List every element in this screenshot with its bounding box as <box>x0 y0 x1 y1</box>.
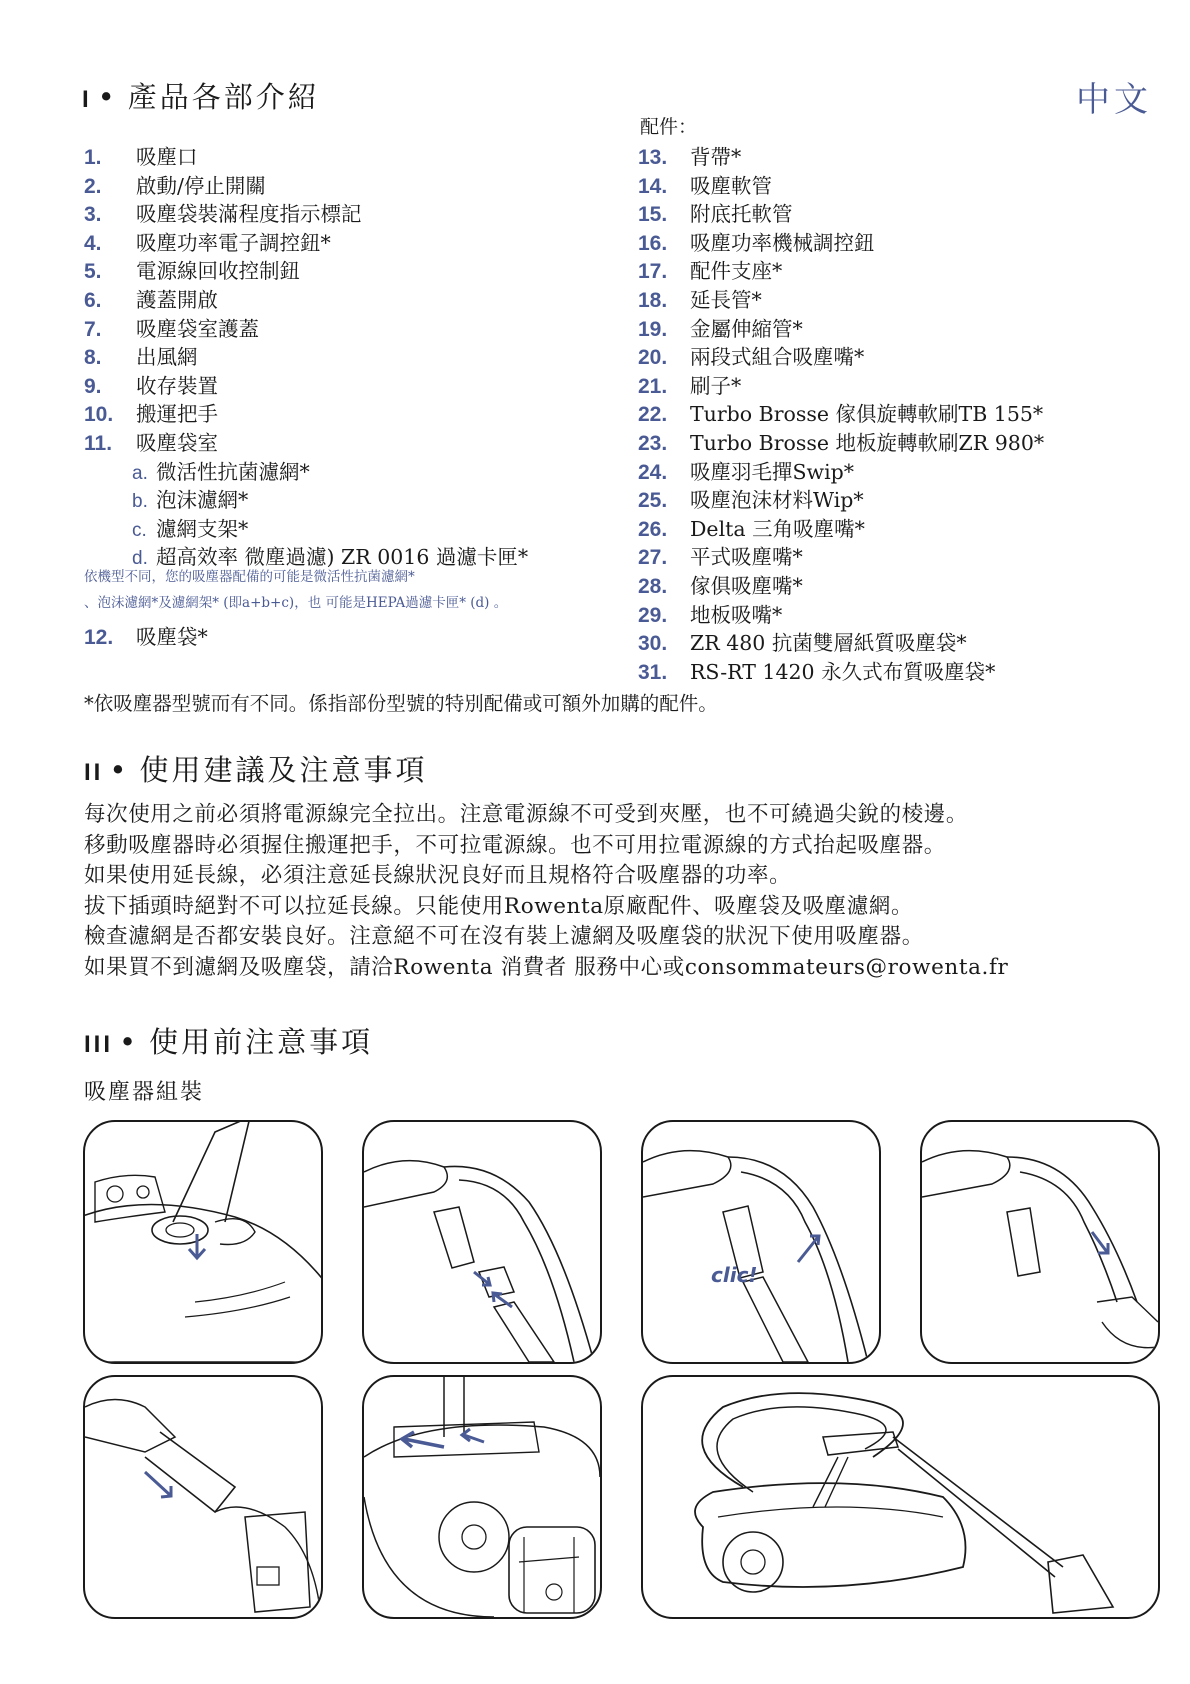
advice-line: 每次使用之前必須將電源線完全拉出。注意電源線不可受到夾壓，也不可繞過尖銳的棱邊。 <box>84 802 969 827</box>
section-1-title: 產品各部介紹 <box>127 80 320 114</box>
accessory-item <box>638 312 1044 341</box>
item-number: 20. <box>638 346 668 370</box>
accessory-item <box>638 283 1044 312</box>
item-text: 搬運把手 <box>136 402 218 427</box>
accessory-item <box>638 483 1044 512</box>
accessory-item <box>638 397 1044 426</box>
parts-subitem <box>84 455 528 484</box>
filter-note-line-1: 依機型不同，您的吸塵器配備的可能是微活性抗菌濾網* <box>84 569 415 585</box>
illustration-7-drawing <box>643 1377 1158 1617</box>
item-text: ZR 480 抗菌雙層紙質吸塵袋* <box>690 631 967 656</box>
parts-item <box>84 340 528 369</box>
section-2-heading <box>84 748 427 789</box>
parts-subitem <box>84 483 528 512</box>
accessory-item <box>638 655 1044 684</box>
item-number: 6. <box>84 288 102 312</box>
accessories-label: 配件： <box>640 116 698 138</box>
item-number: b. <box>132 491 148 513</box>
advice-line: 如果使用延長線，必須注意延長線狀況良好而且規格符合吸塵器的功率。 <box>84 863 792 888</box>
item-number: 25. <box>638 489 668 513</box>
item-text: 配件支座* <box>690 259 783 284</box>
advice-line: 如果買不到濾網及吸塵袋，請洽Rowenta 消費者 服務中心或consommateurs@rowenta.fr <box>84 954 1009 980</box>
item-number: 8. <box>84 346 102 370</box>
parts-item <box>84 254 528 283</box>
accessory-item <box>638 197 1044 226</box>
item-number: 4. <box>84 231 102 255</box>
item-text: 吸塵軟管 <box>690 173 772 198</box>
accessory-item <box>638 569 1044 598</box>
item-text: RS-RT 1420 永久式布質吸塵袋* <box>690 659 996 684</box>
language-label: 中文 <box>1076 80 1152 120</box>
item-number: 15. <box>638 203 668 227</box>
item-number: 28. <box>638 574 668 598</box>
item-number: 31. <box>638 660 668 684</box>
section-1-roman: I <box>82 86 92 113</box>
parts-item <box>84 226 528 255</box>
advice-line: 移動吸塵器時必須握住搬運把手，不可拉電源線。也不可用拉電源線的方式抬起吸塵器。 <box>84 832 946 858</box>
item-number: 17. <box>638 260 668 284</box>
item-number: 19. <box>638 317 668 341</box>
accessory-item <box>638 140 1044 169</box>
section-3-heading <box>84 1020 373 1061</box>
illustration-4-tube-extend <box>920 1120 1160 1364</box>
item-number: 16. <box>638 231 668 255</box>
item-number: c. <box>132 519 147 541</box>
item-text: 吸塵口 <box>136 145 198 169</box>
section-2-title: 使用建議及注意事項 <box>139 753 428 787</box>
item-text: 附底托軟管 <box>690 202 793 227</box>
item-text: 吸塵功率機械調控鈕 <box>690 230 875 255</box>
item-text: 吸塵袋裝滿程度指示標記 <box>136 202 362 227</box>
parts-subitem <box>84 512 528 541</box>
item-number: 21. <box>638 374 668 398</box>
illustration-1-drawing <box>85 1122 321 1362</box>
item-text: 吸塵袋室護蓋 <box>136 316 259 341</box>
illustration-2-drawing <box>364 1122 600 1362</box>
item-text: 傢俱吸塵嘴* <box>690 573 803 598</box>
item-text: 超高效率 微塵過濾) ZR 0016 過濾卡匣* <box>156 545 529 570</box>
illustration-6-storage <box>362 1375 602 1619</box>
item-number: 13. <box>638 146 668 169</box>
parts-item <box>84 140 528 169</box>
parts-item-12 <box>84 620 208 649</box>
parts-item <box>84 397 528 426</box>
item-text: 吸塵泡沫材料Wip* <box>690 488 864 513</box>
accessory-item <box>638 455 1044 484</box>
illustration-5-drawing <box>85 1377 321 1617</box>
item-number: 3. <box>84 203 102 227</box>
illustration-3-drawing <box>643 1122 879 1362</box>
item-text: 刷子* <box>690 373 742 398</box>
parts-item <box>84 169 528 198</box>
item-number: 12. <box>84 626 114 649</box>
parts-list <box>84 140 528 569</box>
item-number: 10. <box>84 403 114 427</box>
accessory-item <box>638 626 1044 655</box>
item-number: 14. <box>638 174 668 198</box>
parts-item <box>84 426 528 455</box>
accessory-item <box>638 540 1044 569</box>
section-3-title: 使用前注意事項 <box>149 1025 374 1059</box>
bullet-icon: • <box>97 80 118 114</box>
accessory-item <box>638 226 1044 255</box>
item-text: 出風網 <box>136 345 198 370</box>
item-number: 23. <box>638 431 668 455</box>
item-text: 吸塵袋室 <box>136 430 218 455</box>
parts-item <box>84 197 528 226</box>
illustration-5-nozzle-attach <box>83 1375 323 1619</box>
item-number: 1. <box>84 146 102 169</box>
item-text: 護蓋開啟 <box>136 287 218 312</box>
illustration-4-drawing <box>922 1122 1158 1362</box>
bullet-icon: • <box>119 1025 140 1059</box>
item-text: 電源線回收控制鈕 <box>136 259 300 284</box>
illustration-2-tube-insert <box>362 1120 602 1364</box>
item-number: 7. <box>84 317 102 341</box>
accessories-list <box>638 140 1044 683</box>
item-text: 啟動/停止開關 <box>136 173 266 198</box>
parts-item <box>84 283 528 312</box>
illustration-3-tube-click <box>641 1120 881 1364</box>
item-number: 11. <box>84 431 113 455</box>
item-text: 吸塵袋* <box>136 625 208 649</box>
illustration-1-hose-connect <box>83 1120 323 1364</box>
illustration-7-assembled-vacuum <box>641 1375 1160 1619</box>
item-number: d. <box>132 548 148 570</box>
item-text: 平式吸塵嘴* <box>690 545 803 570</box>
item-number: 2. <box>84 174 102 198</box>
item-text: 泡沫濾網* <box>156 488 249 513</box>
item-text: 金屬伸縮管* <box>690 316 803 341</box>
item-number: 27. <box>638 546 668 570</box>
accessory-item <box>638 426 1044 455</box>
item-text: Turbo Brosse 地板旋轉軟刷ZR 980* <box>690 430 1045 455</box>
accessory-item <box>638 369 1044 398</box>
accessory-item <box>638 340 1044 369</box>
parts-item <box>84 369 528 398</box>
item-number: 26. <box>638 517 668 541</box>
item-text: Delta 三角吸塵嘴* <box>690 516 865 541</box>
item-number: a. <box>132 462 148 484</box>
item-text: 濾網支架* <box>156 516 249 541</box>
item-text: 收存裝置 <box>136 373 218 398</box>
parts-item <box>84 312 528 341</box>
item-text: 背帶* <box>690 145 742 169</box>
item-text: 吸塵羽毛撣Swip* <box>690 459 855 484</box>
item-text: 延長管* <box>690 287 762 312</box>
item-text: 兩段式組合吸塵嘴* <box>690 345 865 370</box>
assembly-subtitle: 吸塵器組裝 <box>84 1080 205 1105</box>
item-number: 29. <box>638 603 668 627</box>
item-number: 30. <box>638 632 668 656</box>
item-number: 9. <box>84 374 102 398</box>
item-number: 5. <box>84 260 102 284</box>
filter-note-line-2: 、泡沫濾網*及濾網架* (即a+b+c)，也 可能是HEPA過濾卡匣* (d) 。 <box>84 595 508 611</box>
section-1-heading <box>82 75 320 116</box>
clic-label: clic! <box>711 1263 758 1287</box>
accessory-item <box>638 169 1044 198</box>
item-text: 地板吸嘴* <box>690 602 783 627</box>
illustration-6-drawing <box>364 1377 600 1617</box>
item-text: Turbo Brosse 傢俱旋轉軟刷TB 155* <box>690 402 1044 427</box>
accessory-item <box>638 254 1044 283</box>
item-number: 22. <box>638 403 668 427</box>
item-text: 吸塵功率電子調控鈕* <box>136 230 331 255</box>
section-3-roman: III <box>84 1031 114 1058</box>
section-2-roman: II <box>84 759 104 786</box>
accessory-item <box>638 512 1044 541</box>
bullet-icon: • <box>109 753 130 787</box>
model-footnote: *依吸塵器型號而有不同。係指部份型號的特別配備或可額外加購的配件。 <box>84 692 718 715</box>
item-text: 微活性抗菌濾網* <box>156 459 310 484</box>
advice-line: 檢查濾網是否都安裝良好。注意絕不可在沒有裝上濾網及吸塵袋的狀況下使用吸塵器。 <box>84 924 924 949</box>
usage-advice <box>84 800 1008 983</box>
advice-line: 拔下插頭時絕對不可以拉延長線。只能使用Rowenta原廠配件、吸塵袋及吸塵濾網。 <box>84 893 914 919</box>
accessory-item <box>638 598 1044 627</box>
item-number: 24. <box>638 460 668 484</box>
item-number: 18. <box>638 288 668 312</box>
